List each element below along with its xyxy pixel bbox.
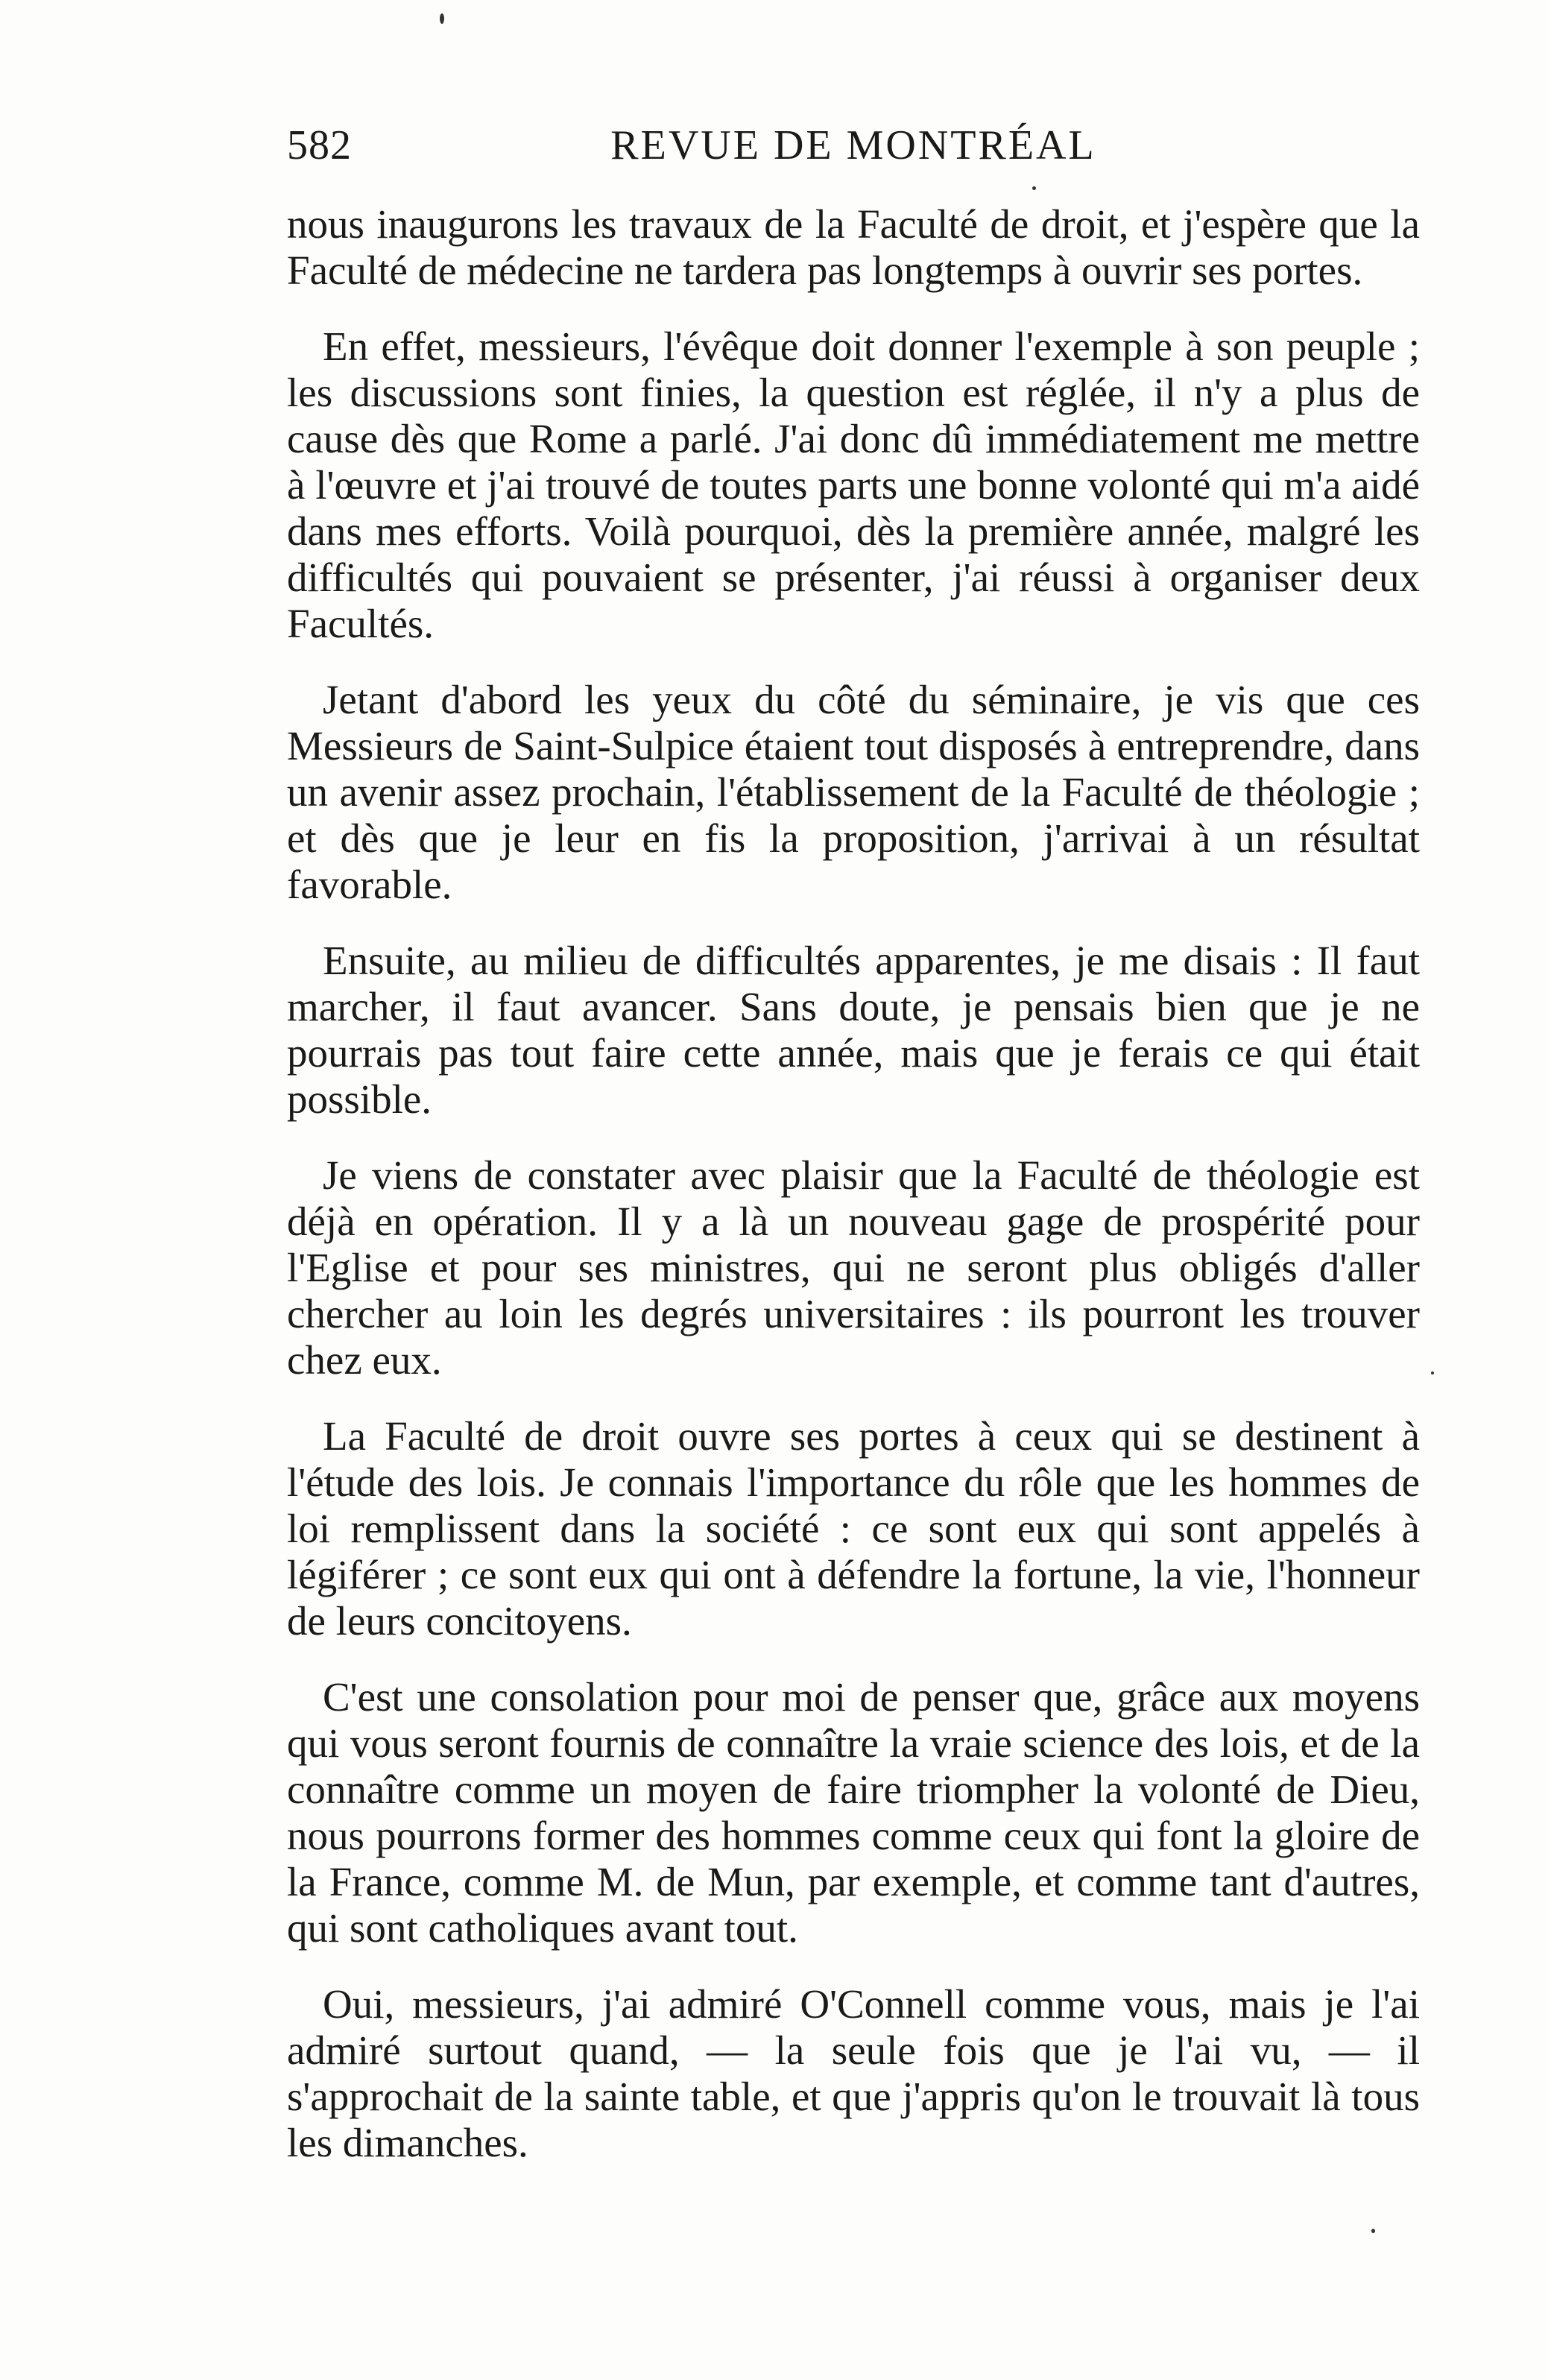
paragraph: Jetant d'abord les yeux du côté du séminaire, je vis que ces Messieurs de Saint-Sulpice étaient tout disposés à entreprendre, dans un avenir assez prochain, l'établissement de la Faculté de théologie ; et dès que je leur en fis la proposition, j'arrivai à un résultat favorable.: [287, 677, 1420, 907]
paragraph: Oui, messieurs, j'ai admiré O'Connell comme vous, mais je l'ai admiré surtout quand, — la seule fois que je l'ai vu, — il s'approchait de la sainte table, et que j'appris qu'on le trouvait là tous les dimanches.: [287, 1981, 1420, 2165]
running-title: REVUE DE MONTRÉAL: [610, 122, 1096, 168]
paragraph: La Faculté de droit ouvre ses portes à ceux qui se destinent à l'étude des lois. Je connais l'importance du rôle que les hommes de loi remplissent dans la société : ce sont eux qui sont appelés à légiférer ; ce sont eux qui ont à défendre la fortune, la vie, l'honneur de leurs concitoyens.: [287, 1413, 1420, 1644]
body-text: [287, 201, 1420, 2196]
paragraph: C'est une consolation pour moi de penser que, grâce aux moyens qui vous seront fournis de connaître la vraie science des lois, et de la connaître comme un moyen de faire triompher la volonté de Dieu, nous pourrons former des hommes comme ceux qui font la gloire de la France, comme M. de Mun, par exemple, et comme tant d'autres, qui sont catholiques avant tout.: [287, 1674, 1420, 1951]
print-speck: [440, 13, 444, 24]
page-number: 582: [287, 122, 352, 168]
paragraph: En effet, messieurs, l'évêque doit donner l'exemple à son peuple ; les discussions sont finies, la question est réglée, il n'y a plus de cause dès que Rome a parlé. J'ai donc dû immédiatement me mettre à l'œuvre et j'ai trouvé de toutes parts une bonne volonté qui m'a aidé dans mes efforts. Voilà pourquoi, dès la première année, malgré les difficultés qui pouvaient se présenter, j'ai réussi à organiser deux Facultés.: [287, 323, 1420, 646]
paragraph: Ensuite, au milieu de difficultés apparentes, je me disais : Il faut marcher, il faut avancer. Sans doute, je pensais bien que je ne pourrais pas tout faire cette année, mais que je ferais ce qui était possible.: [287, 938, 1420, 1122]
paragraph: Je viens de constater avec plaisir que la Faculté de théologie est déjà en opération. Il y a là un nouveau gage de prospérité pour l'Eglise et pour ses ministres, qui ne seront plus obligés d'aller chercher au loin les degrés universitaires : ils pourront les trouver chez eux.: [287, 1152, 1420, 1383]
page-header: [287, 116, 1420, 175]
print-speck: [1431, 1372, 1434, 1374]
print-speck: [1371, 2229, 1375, 2233]
paragraph: nous inaugurons les travaux de la Faculté de droit, et j'espère que la Faculté de médecine ne tardera pas longtemps à ouvrir ses portes.: [287, 201, 1420, 293]
print-speck: [1032, 186, 1036, 190]
